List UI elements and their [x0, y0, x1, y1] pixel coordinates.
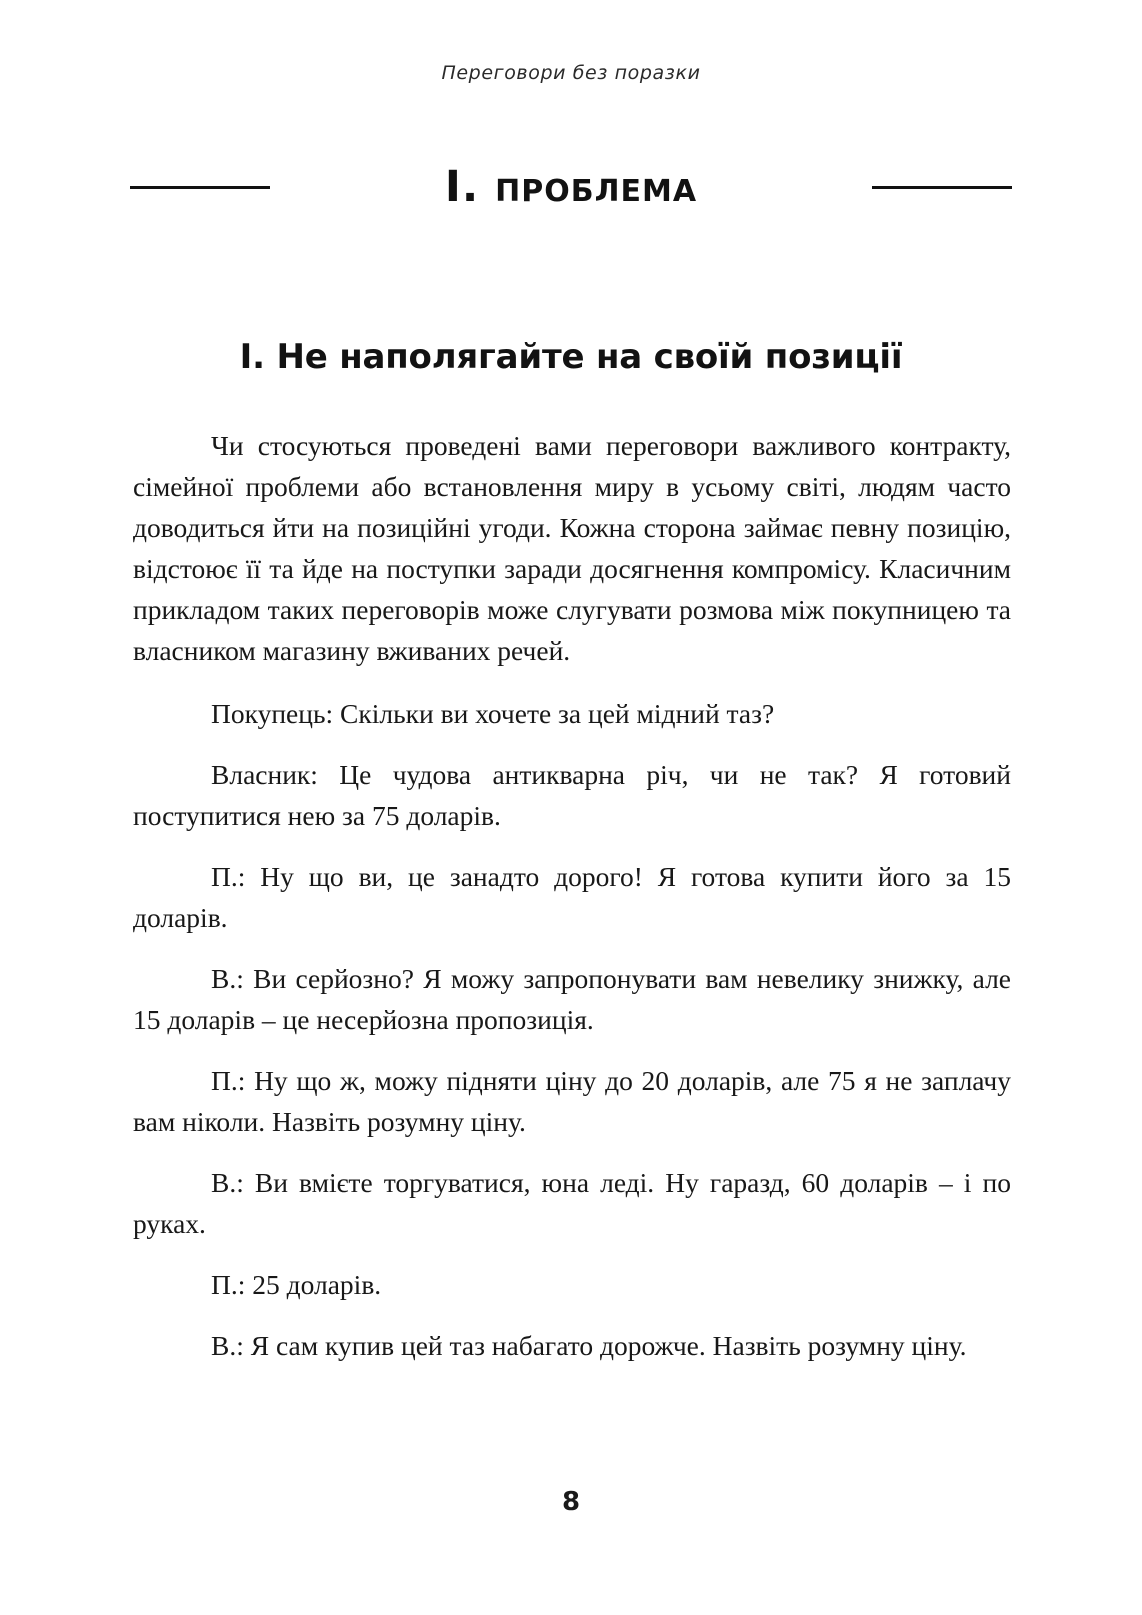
dialogue-line-buyer-2: П.: Ну що ви, це занадто дорого! Я готова купити його за 15 доларів.	[133, 861, 1011, 933]
dialogue-line-owner-3: В.: Ви вмієте торгуватися, юна леді. Ну гаразд, 60 доларів – і по руках.	[133, 1167, 1011, 1239]
section-title: I. Не наполягайте на своїй позиції	[239, 337, 903, 378]
dialogue-line-owner-4: В.: Я сам купив цей таз набагато дорожче. Назвіть розумну ціну.	[211, 1330, 967, 1361]
paragraph-lead: Чи стосуються проведені вами переговори важливого контракту, сімейної проблеми або встановлення миру в усьому світі, людям часто доводиться йти на позиційні угоди. Кожна сторона займає певну позицію, відстоює її та йде на поступки заради досягнення компромісу. Класичним прикладом таких переговорів може слугувати розмова між покупницею та власником магазину вживаних речей.	[133, 430, 1011, 666]
chapter-title: I. проблема	[444, 161, 698, 212]
body-text-column	[133, 425, 1011, 1386]
running-head: Переговори без поразки	[441, 62, 701, 84]
chapter-rule-right	[872, 186, 1012, 189]
dialogue-line-owner-1: Власник: Це чудова антикварна річ, чи не так? Я готовий поступитися нею за 75 доларів.	[133, 759, 1011, 831]
dialogue-line-buyer-4: П.: 25 доларів.	[211, 1269, 382, 1300]
page-number: 8	[561, 1487, 581, 1517]
dialogue-line-buyer-3: П.: Ну що ж, можу підняти ціну до 20 доларів, але 75 я не заплачу вам ніколи. Назвіть розумну ціну.	[133, 1065, 1011, 1137]
chapter-heading-block	[130, 155, 1012, 219]
dialogue-line-owner-2: В.: Ви серйозно? Я можу запропонувати вам невелику знижку, але 15 доларів – це несерйозна пропозиція.	[133, 963, 1011, 1035]
chapter-rule-left	[130, 186, 270, 189]
dialogue-line-buyer-1: Покупець: Скільки ви хочете за цей мідний таз?	[211, 698, 775, 729]
